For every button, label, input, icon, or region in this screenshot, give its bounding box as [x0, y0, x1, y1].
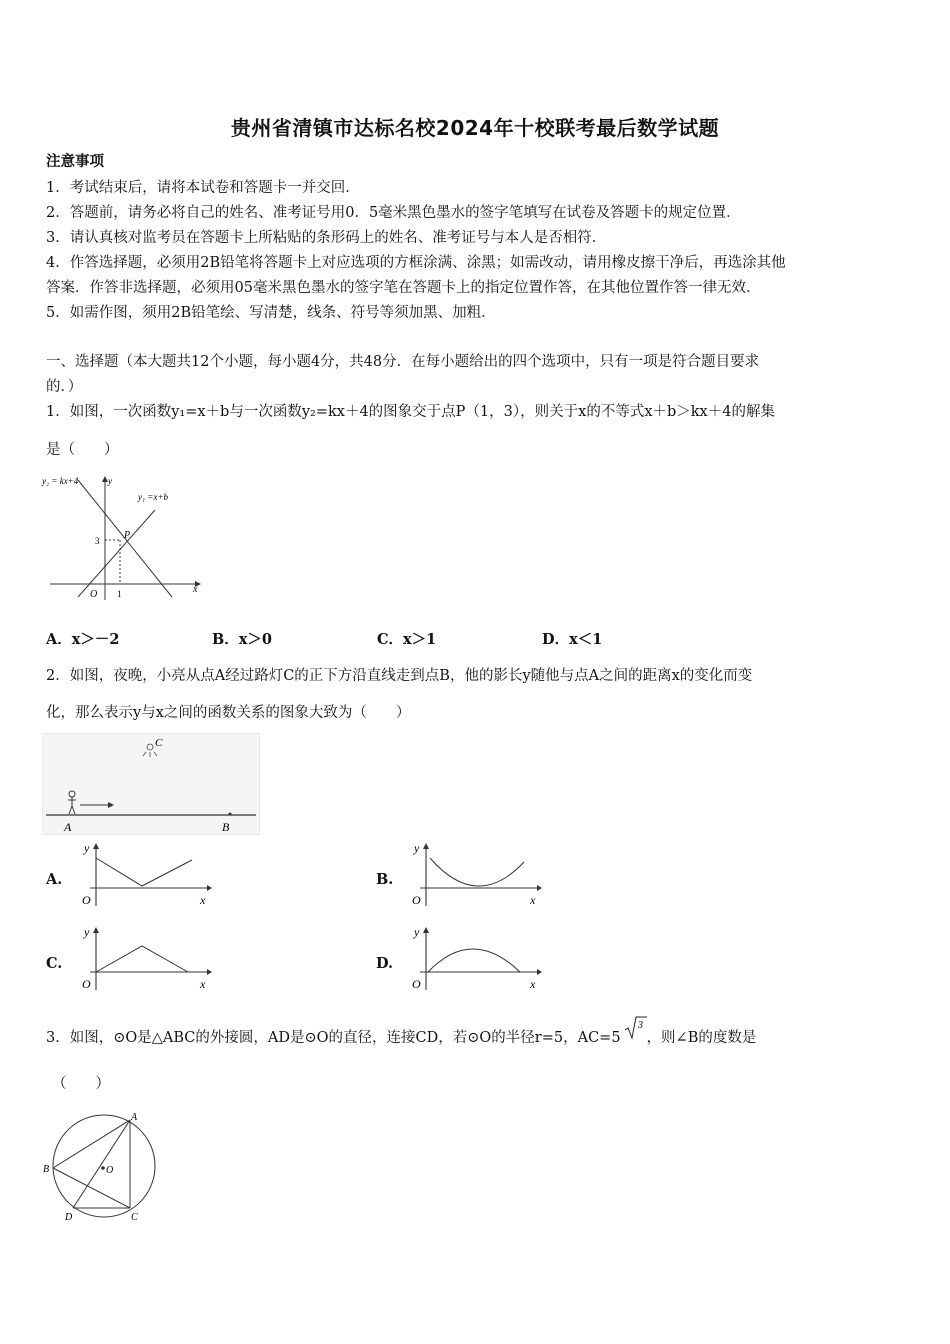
lamp-label: C [155, 737, 163, 749]
q1-option-d[interactable]: D．x＜1 [542, 631, 603, 648]
diameter-ad [73, 1120, 130, 1208]
y-axis-arrow [93, 927, 99, 933]
note-item: 5．如需作图，须用2B铅笔绘、写清楚，线条、符号等须加黑、加粗． [46, 305, 496, 321]
q1-option-a[interactable]: A．x＞－2 [46, 631, 120, 648]
origin-label: O [412, 977, 421, 991]
x-axis-label: x [530, 893, 536, 907]
q3-circle-figure [40, 1110, 165, 1225]
origin-label: O [82, 893, 91, 907]
question-3-text-part1: 3．如图，⊙O是△ABC的外接圆，AD是⊙O的直径，连接CD，若⊙O的半径r=5，AC=5 [46, 1030, 621, 1046]
q2-option-b-graph[interactable] [402, 840, 542, 910]
note-item: 2．答题前，请务必将自己的姓名、准考证号用0．5毫米黑色墨水的签字笔填写在试卷及答题卡的规定位置． [46, 205, 741, 221]
x-axis-arrow [537, 969, 542, 975]
x-axis-label: x [530, 977, 536, 991]
point-a-label: A [131, 1112, 138, 1123]
y-axis-label: y [414, 925, 420, 939]
tick-label-3: 3 [95, 536, 100, 546]
q2-option-a-graph[interactable] [72, 840, 212, 910]
peak-shape-curve [96, 946, 188, 972]
tick-label-1: 1 [117, 589, 122, 599]
y-axis-label: y [414, 841, 420, 855]
point-o-label: O [106, 1165, 114, 1176]
v-shape-curve [96, 858, 192, 886]
side-ab [53, 1120, 130, 1168]
point-d-label: D [65, 1212, 73, 1223]
x-axis-arrow [207, 885, 212, 891]
question-3-text-cont: （ ） [52, 1076, 110, 1092]
y-axis-arrow [423, 843, 429, 849]
y2-label: y₂ = kx+4 [42, 476, 79, 486]
section-heading: 一、选择题（本大题共12个小题，每小题4分，共48分．在每小题给出的四个选项中，只有一项是符合题目要求 [46, 354, 760, 370]
y-axis-arrow [423, 927, 429, 933]
question-3-text [46, 1020, 757, 1048]
x-axis-label: x [200, 893, 206, 907]
notes-heading: 注意事项 [46, 153, 104, 170]
point-p-label: P [124, 530, 131, 541]
section-heading-cont: 的．） [46, 379, 83, 395]
note-item: 3．请认真核对监考员在答题卡上所粘贴的条形码上的姓名、准考证号与本人是否相符． [46, 230, 607, 246]
q2-option-c-graph[interactable] [72, 924, 212, 994]
y-axis-label: y [108, 476, 112, 486]
center-dot [101, 1166, 105, 1170]
y-axis-label: y [84, 925, 90, 939]
point-b-label: B [43, 1164, 50, 1175]
sqrt-radicand: 3 [637, 1020, 643, 1031]
x-axis-label: x [193, 584, 198, 595]
origin-label: O [412, 893, 421, 907]
question-2-text: 2．如图，夜晚，小亮从点A经过路灯C的正下方沿直线走到点B，他的影长y随他与点A之间的距离x的变化而变 [46, 668, 753, 684]
exam-title: 贵州省清镇市达标名校2024年十校联考最后数学试题 [230, 116, 720, 140]
circumcircle [53, 1115, 155, 1217]
point-a-label: A [64, 820, 72, 834]
q2-option-a-letter[interactable]: A. [46, 871, 63, 888]
y-axis-arrow [93, 843, 99, 849]
y-axis-label: y [84, 841, 90, 855]
point-b-label: B [222, 820, 230, 834]
q1-option-b[interactable]: B．x＞0 [212, 631, 272, 648]
note-item: 4．作答选择题，必须用2B铅笔将答题卡上对应选项的方框涂满、涂黑；如需改动，请用橡皮擦干净后，再选涂其他 [46, 255, 786, 271]
q2-scene [42, 733, 260, 835]
point-c-label: C [131, 1212, 138, 1223]
radical-sign-icon [623, 1014, 649, 1044]
q2-option-d-letter[interactable]: D. [376, 955, 394, 972]
origin-label: O [82, 977, 91, 991]
note-item: 1．考试结束后，请将本试卷和答题卡一并交回． [46, 180, 360, 196]
point-b-dot [229, 813, 232, 816]
question-2-text-cont: 化，那么表示y与x之间的函数关系的图象大致为（ ） [46, 705, 411, 721]
arch-shape-curve [428, 949, 520, 972]
question-1-text: 1．如图，一次函数y₁=x＋b与一次函数y₂=kx＋4的图象交于点P（1，3），则关于x的不等式x＋b＞kx＋4的解集 [46, 404, 775, 420]
sqrt3-expression [621, 1020, 647, 1048]
side-bc [53, 1168, 130, 1208]
question-1-text-cont: 是（ ） [46, 442, 119, 458]
u-shape-curve [430, 858, 524, 886]
y1-label: y₁ =x+b [138, 492, 169, 502]
x-axis-arrow [537, 885, 542, 891]
question-3-text-part2: ，则∠B的度数是 [646, 1030, 757, 1046]
x-axis-label: x [200, 977, 206, 991]
q1-graph [40, 472, 210, 607]
q2-option-c-letter[interactable]: C. [46, 955, 63, 972]
note-item: 答案．作答非选择题，必须用05毫米黑色墨水的签字笔在答题卡上的指定位置作答，在其他位置作答一律无效． [46, 280, 761, 296]
origin-label: O [90, 589, 98, 600]
q2-option-d-graph[interactable] [402, 924, 542, 994]
x-axis-arrow [207, 969, 212, 975]
q2-option-b-letter[interactable]: B. [376, 871, 394, 888]
q1-option-c[interactable]: C．x＞1 [377, 631, 437, 648]
